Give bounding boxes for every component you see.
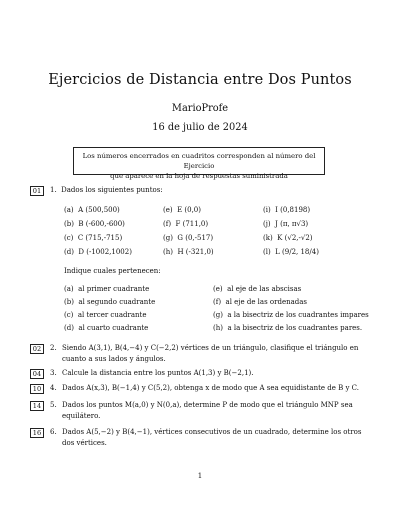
point-item: (f) F (711,0): [163, 220, 209, 228]
document-date: 16 de julio de 2024: [152, 122, 248, 133]
point-item: (l) L (9/2, 18/4): [263, 248, 319, 256]
option-item: (c) al tercer cuadrante: [64, 311, 147, 319]
exercise-number-box: 04: [30, 369, 44, 379]
document-title: Ejercicios de Distancia entre Dos Puntos: [48, 72, 352, 88]
point-item: (h) H (-321,0): [163, 248, 214, 256]
exercise-header: [50, 185, 163, 196]
exercise-number: 1.: [50, 186, 57, 194]
point-item: (i) I (0,8198): [263, 206, 311, 214]
option-item: (f) al eje de las ordenadas: [213, 298, 308, 306]
exercise-number-box: 10: [30, 384, 44, 394]
exercise-text: Dados A(5,−2) y B(4,−1), vértices consecutivos de un cuadrado, determine los otros dos vértices.: [62, 428, 362, 447]
notice-line: Los números encerrados en cuadritos corresponden al número del Ejercicio: [82, 152, 316, 170]
exercise-text: Calcule la distancia entre los puntos A(1,3) y B(−2,1).: [62, 369, 254, 377]
exercise-number-box: 16: [30, 428, 44, 438]
point-item: (c) C (715,-715): [64, 234, 123, 242]
exercise-number: 2.: [50, 344, 57, 352]
exercise-number-box: 02: [30, 344, 44, 354]
exercise-number: 6.: [50, 428, 57, 436]
point-item: (j) J (π, π√3): [263, 220, 309, 228]
notice-box: [73, 147, 325, 180]
exercise-text: Dados los puntos M(a,0) y N(0,a), determine P de modo que el triángulo MNP sea equilátero.: [62, 401, 353, 420]
exercise-text: Dados A(x,3), B(−1,4) y C(5,2), obtenga x de modo que A sea equidistante de B y C.: [62, 384, 359, 392]
option-item: (e) al eje de las abscisas: [213, 285, 302, 293]
point-item: (e) E (0,0): [163, 206, 201, 214]
exercise-text: Siendo A(3,1), B(4,−4) y C(−2,2) vértices de un triángulo, clasifique el triángulo en cuanto a sus lados y ángulos.: [62, 344, 359, 363]
point-item: (d) D (-1002,1002): [64, 248, 132, 256]
point-item: (a) A (500,500): [64, 206, 120, 214]
document-author: MarioProfe: [171, 103, 229, 114]
option-item: (h) a la bisectriz de los cuadrantes pares.: [213, 324, 363, 332]
option-item: (d) al cuarto cuadrante: [64, 324, 149, 332]
option-item: (a) al primer cuadrante: [64, 285, 150, 293]
notice-line: que aparece en la hoja de respuestas suministrada: [110, 172, 288, 180]
exercise-prompt: Dados los siguientes puntos:: [61, 186, 163, 194]
point-item: (g) G (0,-517): [163, 234, 214, 242]
exercise-number: 4.: [50, 384, 57, 392]
point-item: (k) K (√2,-√2): [263, 234, 313, 242]
exercise-subprompt: Indique cuales pertenecen:: [64, 267, 161, 275]
point-item: (b) B (-600,-600): [64, 220, 125, 228]
exercise-number-box: 01: [30, 186, 44, 196]
exercise-number-box: 14: [30, 401, 44, 411]
option-item: (g) a la bisectriz de los cuadrantes impares: [213, 311, 369, 319]
option-item: (b) al segundo cuadrante: [64, 298, 156, 306]
exercise-number: 5.: [50, 401, 57, 409]
exercise-number: 3.: [50, 369, 57, 377]
page-number: 1: [197, 472, 203, 480]
